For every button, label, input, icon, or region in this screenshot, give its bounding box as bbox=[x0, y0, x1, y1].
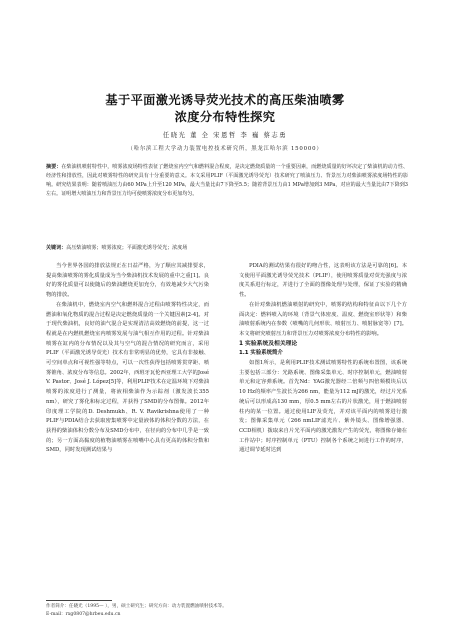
footnote bbox=[46, 603, 246, 619]
paper-title-line2: 浓度分布特性探究 bbox=[174, 110, 276, 124]
paragraph: 如图1所示，是利用PLIF技术测试喷雾特性的系统布置图，该系统主要包括三部分：光路系统、图像采集单元、时序控制单元，燃油喷射单元和定容弹系统。首先Nd：YAG激光器经二倍频与四倍频模块后以10 Hz的频率产生波长为266 nm，能量为112 mJ的激光，经过片光系统后可以形成高130 mm，厚0.5 mm左右的片状激光，用于燃油喷射柱内的某一位置。通过使用LIF及荧光，并对该平面内的喷雾进行激发；图像采集单元（266 nmLIF滤光片、紫外镜头、图像增强器、CCD相机）拨取来自片光平面内的激光激发产生的荧光，将图像存储在工作站中；时序控制单元（PTU）控制各个系统之间进行工作的时序，通过调节延时达到 bbox=[239, 360, 407, 454]
paper-title-line1: 基于平面激光诱导荧光技术的高压柴油喷雾 bbox=[105, 93, 345, 107]
subsection-heading: 1.1 实验系统简介 bbox=[239, 350, 283, 357]
paragraph: 在针对柴油机燃油喷射的研究中，喷雾的结构和特征由以下几个方面决定：燃料喷入的环境（背景气体密度、温度、燃烧室形状等）和柴油喷射系统内在参数（喷嘴的几何形状、喷射压力、喷射脉宽等）[7]。本文将研究喷射压力和背景压力对喷雾浓度分布特性的影响。 bbox=[239, 301, 407, 337]
abstract-label: 摘要： bbox=[46, 164, 62, 170]
abstract bbox=[46, 163, 408, 199]
keywords-text: 高压柴油喷雾；喷雾浓度；平面激光诱导荧光；浓度场 bbox=[66, 245, 188, 251]
section-heading: 1 实验系统及相关理论 bbox=[239, 340, 298, 347]
footnote-divider bbox=[46, 600, 112, 601]
paragraph: 在柴油机中，燃烧室内空气和燃料混合过程由喷雾特性决定，而燃油和氧化物质的混合过程是决定燃烧质量的一个关键因素[2-4]。对于现代柴油机，良好的油气混合是实现清洁高效燃烧的前提，这一过程就是在内燃机燃烧室内喷雾发展与油气相互作用的过程。针对柴油喷雾在缸内的分布情况以及其与空气的混合情况的研究而言，采用PLIF（平面激光诱导荧光）技术有非常明显的优势，它具有非接触、可空间单点和可视性强等特点，可以一次性获得包括喷雾贯穿距、喷雾锥角、浓度分布等信息。2002年，西班牙瓦伦西亚理工大学的José V. Pastor、José J. López[5]等，利用PLIF技术在定温环境下对柴油喷雾的浓度进行了测量，将液相柴油作为示踪剂（激发波长355 nm），研究了雾化和标定过程，并获得了SMD的分布图像。2012年印度理工学院的D. Deshmukh、R. V. Ravikrishna使用了一种PLIF与PDIA结合去获取密集喷雾中定量液体的体积分数的方法，在获得的柴油体积分数分布及SMD分布中，在径向的分布中几乎是一致的；另一方面高黏度的植物油喷雾在喷嘴中心具有更高的体积分数和SMD，同时发现测试结果与 bbox=[46, 301, 209, 454]
abstract-text: 在柴油机喷射特性中，喷雾浓度场特性表征了燃烧室内空气和燃料混合程度，是决定燃烧质量的一个重要因素，而燃烧质量的好坏决定了柴油机的动力性、经济性和排放性，因此对喷雾特性的研究具有十分重要的意义。本文采用PLIF（平面激光诱导荧光）技术研究了喷油压力、背景压力对柴油喷雾浓度场特性的影响。研究结果表明：随着喷油压力由60 MPa上升至120 MPa，最大当量比由7下降至5.5；随着背景压力由1 MPa增加到3 MPa，对应的最大当量比由7下降到3左右。证明增大喷油压力和背景压力均可使喷雾浓度分布更加均匀。 bbox=[46, 164, 409, 197]
paragraph: 当今世界各国的排放法规正在日益严格，为了顺应其减排要求，提高柴油喷雾的雾化质量成为当今柴油机技术发展的重中之重[1]。良好的雾化质量可以使随后的柴油燃烧更加充分，有效地减少大气污染物的排放。 bbox=[46, 263, 209, 299]
body-column-left bbox=[46, 262, 209, 456]
keywords bbox=[46, 244, 408, 253]
author-bio: 作者简介：任晓光（1995— ），男，硕士研究生；研究方向：动力装置燃油喷射技术等。 bbox=[46, 604, 227, 609]
body-column-right bbox=[239, 262, 407, 456]
affiliation: （哈尔滨工程大学动力装置电控技术研究所，黑龙江哈尔滨 150000） bbox=[127, 146, 323, 152]
author-list: 任晓光 董 全 宋恩哲 李 巍 蔡志勇 bbox=[162, 132, 288, 139]
author-email: E-mail：rxg0807@hrbeu.edu.cn bbox=[46, 612, 121, 617]
keywords-label: 关键词： bbox=[46, 245, 67, 251]
paragraph: PDIA的测试结果有很好的吻合性，这表明该方法是可靠的[6]。本文使用平面激光诱导荧光技术（PLIF），使用喷雾质量对荧光强度与浓度关系进行标定，并进行了全面的图像处理与处理，保证了实验的精确性。 bbox=[239, 263, 407, 299]
